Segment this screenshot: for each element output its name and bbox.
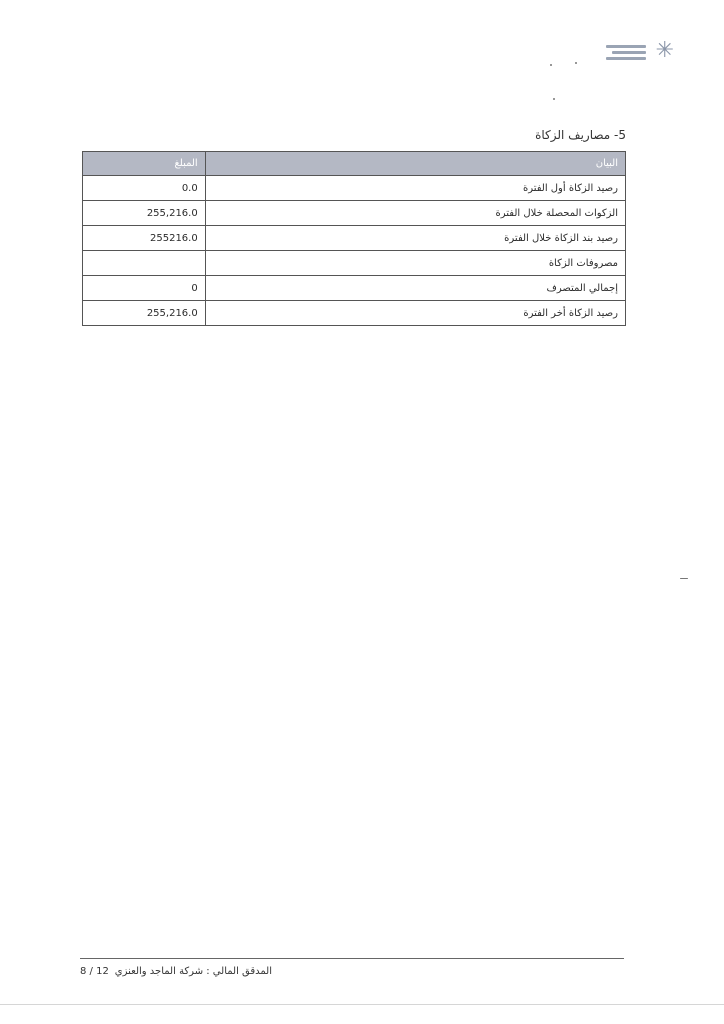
column-header-description: البيان [205, 152, 625, 176]
scan-speck [680, 578, 688, 579]
scan-edge [0, 1004, 724, 1005]
row-amount: 255,216.0 [83, 301, 206, 326]
section-title: 5- مصاريف الزكاة [535, 128, 626, 142]
ministry-logo [604, 40, 680, 68]
row-description: رصيد الزكاة أخر الفترة [205, 301, 625, 326]
page-number: 8 / 12 [80, 966, 109, 977]
row-amount [83, 251, 206, 276]
row-description: الزكوات المحصلة خلال الفترة [205, 201, 625, 226]
footer-divider [80, 958, 624, 959]
table-row [83, 251, 626, 276]
table-header-row [83, 152, 626, 176]
logo-wordmark [606, 45, 646, 63]
table-row [83, 301, 626, 326]
table-row [83, 226, 626, 251]
zakat-expenses-table [82, 151, 626, 326]
table-row [83, 201, 626, 226]
row-amount: 0 [83, 276, 206, 301]
column-header-amount: المبلغ [83, 152, 206, 176]
row-amount: 0.0 [83, 176, 206, 201]
row-description: رصيد الزكاة أول الفترة [205, 176, 625, 201]
row-description: رصيد بند الزكاة خلال الفترة [205, 226, 625, 251]
scan-speck [550, 64, 552, 66]
row-description: إجمالي المتصرف [205, 276, 625, 301]
row-description: مصروفات الزكاة [205, 251, 625, 276]
table-row [83, 176, 626, 201]
table-row [83, 276, 626, 301]
ministry-star-logo-icon: ✳ [655, 38, 674, 63]
scan-speck [575, 62, 577, 64]
footer-auditor: المدقق المالي : شركة الماجد والعنزي [114, 966, 272, 977]
row-amount: 255216.0 [83, 226, 206, 251]
row-amount: 255,216.0 [83, 201, 206, 226]
scan-speck [553, 98, 555, 100]
